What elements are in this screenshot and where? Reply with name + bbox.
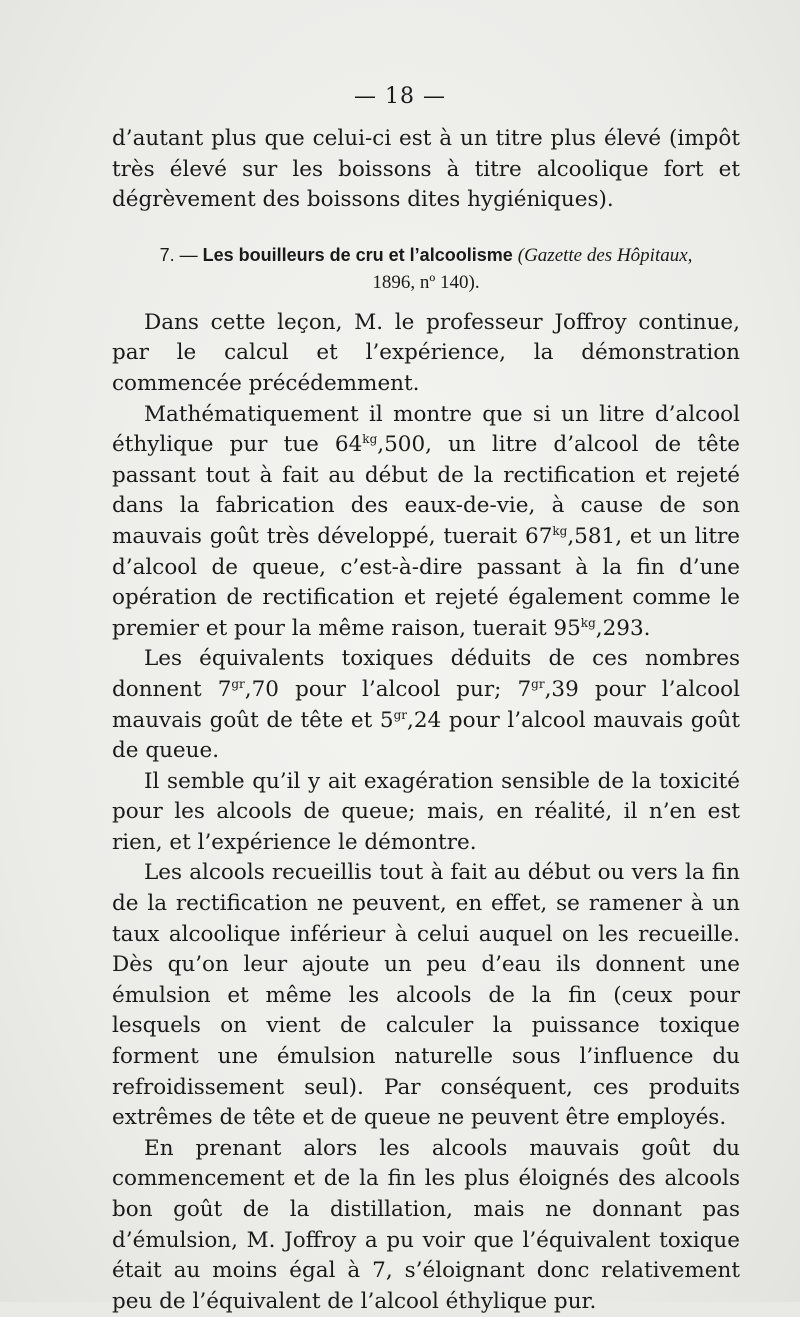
section-source: (Gazette des Hôpitaux, xyxy=(517,244,693,266)
paragraph-5: Les alcools recueillis tout à fait au début ou vers la fin de la rectification ne peuvent, en effet, se ramener à un taux alcoolique inférieur à celui auquel on les recueille. Dès qu’on leur ajoute un peu d’eau ils donnent une émulsion et même les alcools de la fin (ceux pour lesquels on vient de calculer la puissance toxique forment une émulsion naturelle sous l’influence du refroidissement seul). Par conséquent, ces produits extrêmes de tête et de queue ne peuvent être employés. xyxy=(112,860,740,1131)
paragraph-2: Mathématiquement il montre que si un litre d’alcool éthylique pur tue $64^{kg},500$, un litre d’alcool de tête passant tout à fait au début de la rectification et rejeté dans la fabrication des eaux-de-vie, à cause de son mauvais goût très développé, tuerait $67^{kg},581$, et un litre d’alcool de queue, c’est-à-dire passant à la fin d’une opération de rectification et rejeté également comme le premier et pour la même raison, tuerait $95^{kg},293$. xyxy=(112,401,740,641)
section-title: Les bouilleurs de cru et l’alcoolisme xyxy=(202,244,513,265)
paragraph-1: Dans cette leçon, M. le professeur Joffroy continue, par le calcul et l’expérience, la démonstration commencée précédemment. xyxy=(112,309,740,396)
paragraph-continuation: d’autant plus que celui-ci est à un titre plus élevé (impôt très élevé sur les boissons à titre alcoolique fort et dégrèvement des boissons dites hygiéniques). xyxy=(112,126,740,213)
paragraph-6: En prenant alors les alcools mauvais goût du commencement et de la fin les plus éloignés des alcools bon goût de la distillation, mais ne donnant pas d’émulsion, M. Joffroy a pu voir que l’équivalent toxique était au moins égal à 7, s’éloignant donc relativement peu de l’équivalent de l’alcool éthylique pur. xyxy=(112,1135,740,1314)
section-heading xyxy=(112,242,740,296)
paragraph-3: Les équivalents toxiques déduits de ces nombres donnent $7^{gr},70$ pour l’alcool pur; $7^{gr},39$ pour l’alcool mauvais goût de tête et $5^{gr},24$ pour l’alcool mauvais goût de queue. xyxy=(112,646,740,764)
section-number: 7. — xyxy=(159,244,198,265)
section-source-ref: 1896, nº 140). xyxy=(372,271,480,293)
body-text xyxy=(112,124,740,1317)
paragraph-4: Il semble qu’il y ait exagération sensible de la toxicité pour les alcools de queue; mais, en réalité, il n’en est rien, et l’expérience le démontre. xyxy=(112,768,740,855)
page-number: — 18 — xyxy=(354,84,446,109)
